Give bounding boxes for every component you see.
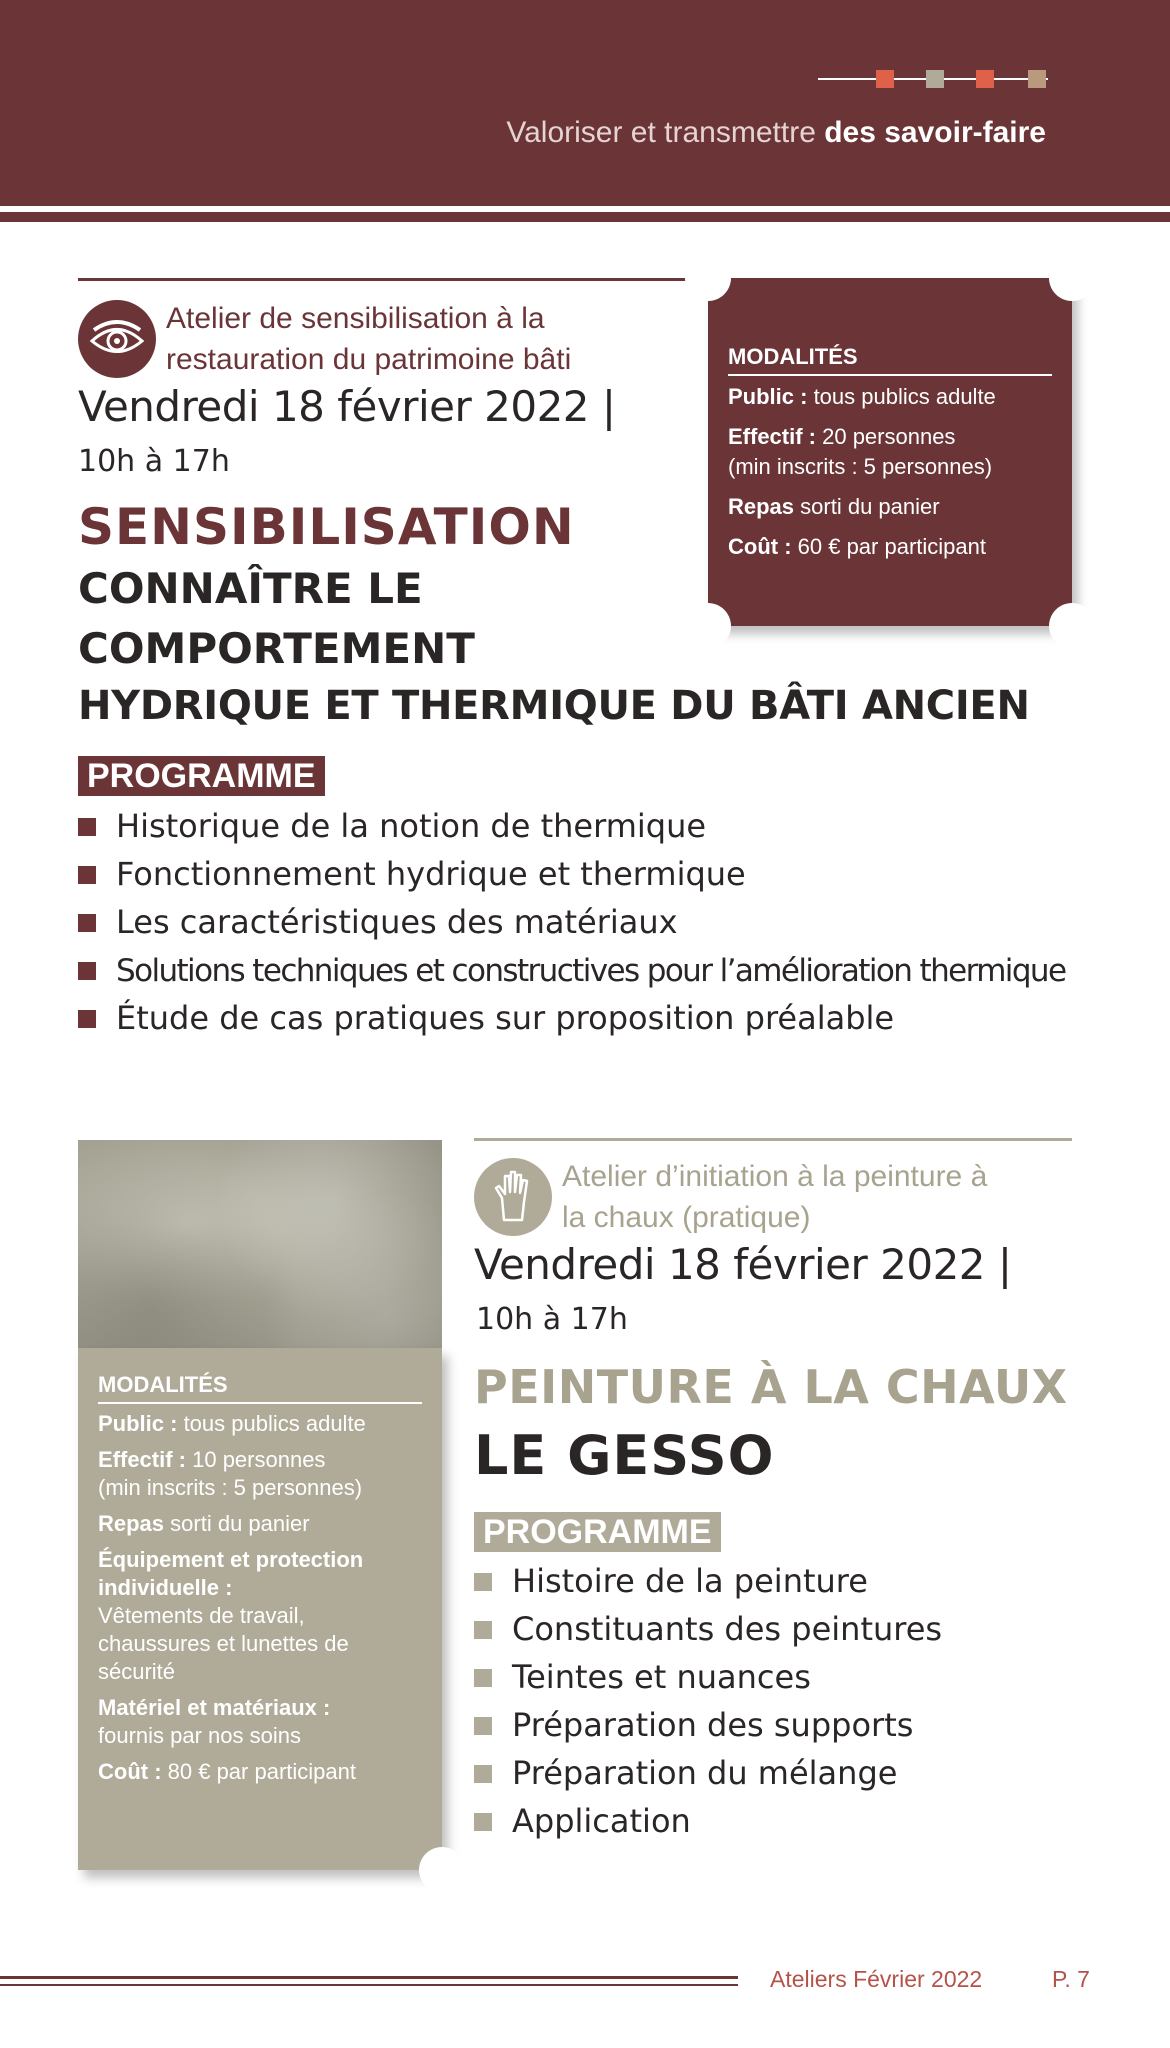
- equipement-label: Équipement et protection individuelle :: [98, 1547, 364, 1600]
- list-item: [474, 1701, 942, 1749]
- lime-plaster-texture-image: [78, 1140, 442, 1348]
- list-item: [474, 1557, 942, 1605]
- bullet-square: [474, 1717, 492, 1735]
- section2-main-title: LE GESSO: [474, 1424, 775, 1487]
- modalites-public: [98, 1410, 422, 1438]
- footer-publication: Ateliers Février 2022: [770, 1966, 983, 1992]
- decorative-squares: [818, 70, 1048, 88]
- modalites-title: MODALITÉS: [728, 344, 1052, 376]
- materiel-label: Matériel et matériaux :: [98, 1695, 331, 1720]
- list-item: [78, 994, 1065, 1042]
- public-value: tous publics adulte: [177, 1411, 366, 1436]
- list-item-text: Les caractéristiques des matériaux: [116, 903, 678, 941]
- list-item: [78, 802, 1065, 850]
- header-tagline: [506, 116, 1046, 150]
- modalites-cout: [98, 1758, 422, 1786]
- corner-notch: [685, 255, 731, 301]
- eye-icon: [78, 300, 156, 378]
- materiel-value: fournis par nos soins: [98, 1723, 301, 1748]
- page-number: P. 7: [1052, 1966, 1090, 1992]
- effectif-value: 10 personnes: [186, 1447, 326, 1472]
- repas-label: Repas: [728, 494, 795, 519]
- modalites-equipement: [98, 1546, 422, 1686]
- bullet-square: [474, 1765, 492, 1783]
- public-value: tous publics adulte: [807, 384, 996, 409]
- list-item-text: Teintes et nuances: [512, 1658, 811, 1696]
- section1-top-line: [78, 278, 688, 281]
- deco-square-4: [1028, 70, 1046, 88]
- modalites-content: [728, 344, 1052, 572]
- section2-category-title: PEINTURE À LA CHAUX: [474, 1360, 1068, 1414]
- section2-top-line: [474, 1138, 1072, 1141]
- equipement-value: Vêtements de travail, chaussures et lunettes de sécurité: [98, 1603, 349, 1684]
- section1-programme-label: PROGRAMME: [78, 756, 325, 796]
- modalites-effectif: [98, 1446, 422, 1502]
- texture-overlay: [78, 1140, 442, 1348]
- section2-modalites-box: [78, 1348, 442, 1870]
- modalites-content: [98, 1372, 422, 1794]
- repas-label: Repas: [98, 1511, 165, 1536]
- section2-atelier-type: [562, 1156, 1082, 1238]
- atelier-line-1: Atelier de sensibilisation à la: [166, 302, 545, 335]
- public-label: Public :: [98, 1411, 178, 1436]
- list-item: [78, 850, 1065, 898]
- modalites-repas: [728, 492, 1052, 522]
- list-item: [474, 1605, 942, 1653]
- section1-hours: 10h à 17h: [78, 444, 230, 479]
- list-item: [474, 1653, 942, 1701]
- cout-label: Coût :: [98, 1759, 162, 1784]
- modalites-materiel: [98, 1694, 422, 1750]
- effectif-value: 20 personnes: [816, 424, 956, 449]
- modalites-public: [728, 382, 1052, 412]
- page-header: [0, 0, 1170, 210]
- footer-line-thin: [0, 1984, 738, 1986]
- list-item-text: Préparation du mélange: [512, 1754, 898, 1792]
- effectif-min: (min inscrits : 5 personnes): [728, 454, 993, 479]
- list-item: [78, 946, 1065, 994]
- bullet-square: [78, 914, 96, 932]
- section2-programme-list: [474, 1557, 942, 1845]
- public-label: Public :: [728, 384, 808, 409]
- section1-date: Vendredi 18 février 2022 |: [78, 382, 616, 431]
- atelier-line-1: Atelier d’initiation à la peinture à: [562, 1160, 988, 1193]
- list-item: [78, 898, 1065, 946]
- list-item-text: Étude de cas pratiques sur proposition préalable: [116, 999, 895, 1037]
- section1-title-line-2: COMPORTEMENT: [78, 624, 475, 673]
- list-item-text: Application: [512, 1802, 691, 1840]
- effectif-label: Effectif :: [728, 424, 816, 449]
- bullet-square: [474, 1621, 492, 1639]
- hand-icon: [474, 1158, 552, 1236]
- corner-notch: [419, 1847, 465, 1893]
- bullet-square: [78, 866, 96, 884]
- list-item-text: Historique de la notion de thermique: [116, 807, 707, 845]
- atelier-line-2: restauration du patrimoine bâti: [166, 343, 572, 376]
- section1-atelier-type: [166, 298, 696, 380]
- effectif-label: Effectif :: [98, 1447, 186, 1472]
- list-item-text: Solutions techniques et constructives pour l’amélioration thermique: [116, 953, 1066, 989]
- section1-title-line-3: HYDRIQUE ET THERMIQUE DU BÂTI ANCIEN: [78, 683, 1030, 729]
- effectif-min: (min inscrits : 5 personnes): [98, 1475, 363, 1500]
- list-item-text: Constituants des peintures: [512, 1610, 943, 1648]
- section1-title-line-1: CONNAÎTRE LE: [78, 564, 423, 613]
- modalites-cout: [728, 532, 1052, 562]
- list-item: [474, 1797, 942, 1845]
- section2-programme-label: PROGRAMME: [474, 1512, 721, 1552]
- modalites-effectif: [728, 422, 1052, 482]
- section2-hours: 10h à 17h: [476, 1302, 628, 1337]
- list-item-text: Histoire de la peinture: [512, 1562, 868, 1600]
- deco-square-3: [976, 70, 994, 88]
- bullet-square: [474, 1573, 492, 1591]
- section1-programme-list: [78, 802, 1065, 1042]
- deco-square-2: [926, 70, 944, 88]
- list-item: [474, 1749, 942, 1797]
- tagline-light: Valoriser et transmettre: [506, 116, 825, 149]
- section2-date: Vendredi 18 février 2022 |: [474, 1240, 1012, 1289]
- bullet-square: [78, 1010, 96, 1028]
- cout-value: 80 € par participant: [161, 1759, 356, 1784]
- corner-notch: [1049, 603, 1095, 649]
- bullet-square: [78, 818, 96, 836]
- tagline-bold: des savoir-faire: [824, 116, 1046, 149]
- modalites-repas: [98, 1510, 422, 1538]
- bullet-square: [474, 1669, 492, 1687]
- deco-square-1: [876, 70, 894, 88]
- footer-line: [0, 1976, 738, 1979]
- corner-notch: [1049, 255, 1095, 301]
- header-rule: [0, 212, 1170, 222]
- repas-value: sorti du panier: [794, 494, 940, 519]
- bullet-square: [474, 1813, 492, 1831]
- section1-modalites-box: [708, 278, 1072, 626]
- list-item-text: Fonctionnement hydrique et thermique: [116, 855, 746, 893]
- repas-value: sorti du panier: [164, 1511, 310, 1536]
- bullet-square: [78, 962, 96, 980]
- list-item-text: Préparation des supports: [512, 1706, 914, 1744]
- corner-notch: [685, 603, 731, 649]
- section1-category-title: SENSIBILISATION: [78, 498, 575, 556]
- modalites-title: MODALITÉS: [98, 1372, 422, 1404]
- cout-value: 60 € par participant: [791, 534, 986, 559]
- atelier-line-2: la chaux (pratique): [562, 1201, 811, 1234]
- cout-label: Coût :: [728, 534, 792, 559]
- header-gap: [0, 206, 1170, 210]
